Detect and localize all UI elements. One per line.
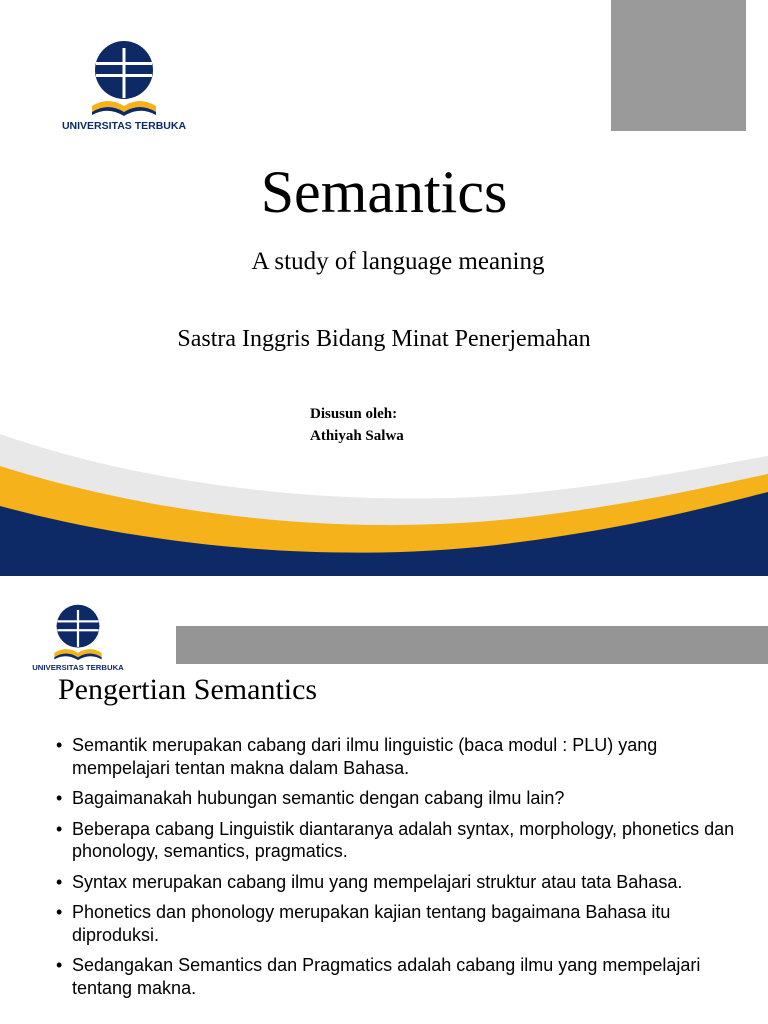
list-item: • Syntax merupakan cabang ilmu yang mempelajari struktur atau tata Bahasa. bbox=[56, 871, 683, 892]
slide-subtitle: A study of language meaning bbox=[251, 248, 545, 275]
bullet-icon: • bbox=[56, 955, 63, 975]
logo-text: UNIVERSITAS TERBUKA bbox=[62, 120, 186, 132]
grey-corner-block bbox=[611, 0, 746, 131]
section-title: Pengertian Semantics bbox=[58, 673, 318, 706]
program-name: Sastra Inggris Bidang Minat Penerjemahan bbox=[177, 326, 591, 352]
list-item: • Beberapa cabang Linguistik diantaranya adalah syntax, morphology, phonetics dan phonology, semantics, pragmatics. bbox=[56, 818, 735, 861]
slide-title-text: Semantics bbox=[260, 159, 508, 225]
bullet-icon: • bbox=[56, 735, 63, 755]
bullet-icon: • bbox=[56, 871, 63, 892]
university-logo-icon bbox=[62, 40, 186, 132]
list-item: • Sedangakan Semantics dan Pragmatics adalah cabang ilmu yang mempelajari tentang makna. bbox=[56, 955, 701, 998]
wave-decoration bbox=[0, 420, 768, 576]
university-logo bbox=[62, 40, 186, 132]
author-label: Disusun oleh: bbox=[310, 406, 398, 422]
header-bar bbox=[176, 626, 768, 664]
bullet-icon: • bbox=[56, 818, 63, 839]
bullet-icon: • bbox=[56, 788, 63, 808]
bullet-list bbox=[56, 734, 746, 1007]
slide-content bbox=[0, 576, 768, 1024]
university-logo-small bbox=[32, 604, 124, 672]
list-item: • Semantik merupakan cabang dari ilmu linguistic (baca modul : PLU) yang mempelajari tentan makna dalam Bahasa. bbox=[56, 735, 658, 778]
list-item: • Phonetics dan phonology merupakan kajian tentang bagaimana Bahasa itu diproduksi. bbox=[56, 902, 671, 945]
university-logo-small-icon bbox=[32, 604, 124, 672]
author-name: Athiyah Salwa bbox=[310, 428, 404, 444]
logo-text: UNIVERSITAS TERBUKA bbox=[32, 662, 124, 672]
bullet-icon: • bbox=[56, 902, 63, 922]
list-item: • Bagaimanakah hubungan semantic dengan cabang ilmu lain? bbox=[56, 788, 565, 808]
